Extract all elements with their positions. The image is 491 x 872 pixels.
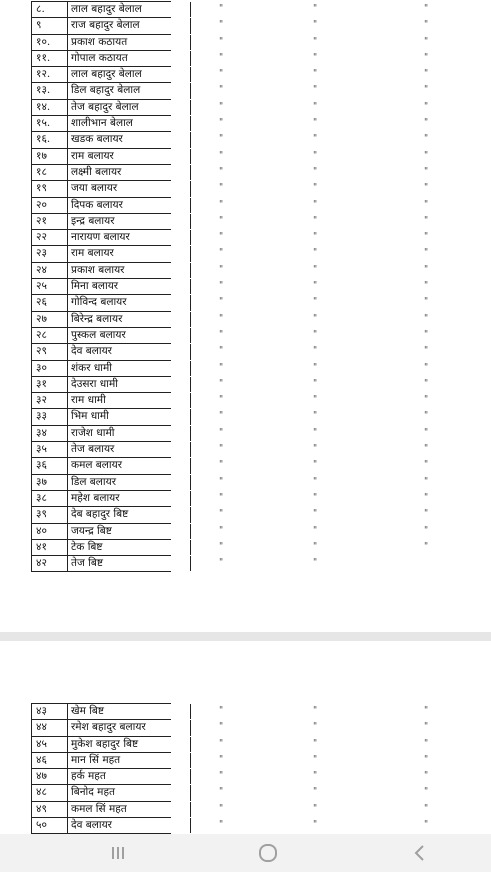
ditto-mark: " — [424, 787, 429, 798]
ditto-mark: " — [424, 706, 429, 716]
serial-number: ३८ — [31, 491, 68, 506]
serial-number: ५० — [31, 818, 68, 833]
ditto-mark: " — [219, 411, 224, 422]
ditto-mark: " — [313, 281, 318, 292]
ditto-mark: " — [219, 378, 224, 389]
ditto-mark: " — [313, 820, 318, 831]
ditto-mark: " — [424, 199, 429, 210]
ditto-mark: " — [313, 706, 318, 716]
ditto-mark: " — [219, 362, 224, 373]
table-row — [31, 328, 429, 344]
table-row — [31, 279, 429, 295]
table-row — [31, 818, 429, 834]
ditto-mark: " — [313, 346, 318, 357]
person-name: राम बलायर — [68, 246, 191, 261]
ditto-mark: " — [219, 525, 224, 536]
page-separator — [0, 632, 491, 641]
person-name: हर्क महत — [68, 769, 191, 784]
ditto-mark: " — [313, 69, 318, 80]
ditto-mark: " — [313, 85, 318, 96]
serial-number: ३६ — [31, 458, 68, 473]
serial-number: ३३ — [31, 409, 68, 424]
serial-number: १०. — [31, 35, 68, 50]
table-row — [31, 540, 429, 556]
serial-number: ३९ — [31, 507, 68, 522]
ditto-mark: " — [219, 281, 224, 292]
person-name: जयन्द्र बिष्ट — [68, 524, 191, 539]
serial-number: २१ — [31, 214, 68, 229]
serial-number: २६ — [31, 295, 68, 310]
person-name: नारायण बलायर — [68, 230, 191, 245]
ditto-mark: " — [313, 166, 318, 177]
ditto-mark: " — [313, 722, 318, 733]
table-row — [31, 312, 429, 328]
person-name: लाल बहादुर बेलाल — [68, 67, 191, 82]
ditto-mark: " — [424, 36, 429, 47]
table-row — [31, 802, 429, 818]
serial-number: २९ — [31, 344, 68, 359]
ditto-mark: " — [424, 52, 429, 63]
ditto-mark: " — [313, 313, 318, 324]
table-row — [31, 458, 429, 474]
person-name: देब बहादुर बिष्ट — [68, 507, 191, 522]
ditto-mark: " — [424, 215, 429, 226]
ditto-mark: " — [424, 248, 429, 259]
person-name: महेश बलायर — [68, 491, 191, 506]
serial-number: २७ — [31, 312, 68, 327]
table-row — [31, 344, 429, 360]
ditto-mark: " — [313, 248, 318, 259]
ditto-mark: " — [313, 738, 318, 749]
ditto-mark: " — [424, 525, 429, 536]
person-name: मुकेश बहादुर बिष्ट — [68, 737, 191, 752]
ditto-mark: " — [219, 706, 224, 716]
ditto-mark: " — [424, 427, 429, 438]
ditto-mark: " — [424, 4, 429, 14]
ditto-mark: " — [313, 427, 318, 438]
table-row — [31, 198, 429, 214]
person-name: तेज बिष्ट — [68, 556, 191, 571]
serial-number: ३४ — [31, 426, 68, 441]
ditto-mark: " — [219, 509, 224, 520]
table-row — [31, 83, 429, 99]
serial-number: ११. — [31, 51, 68, 66]
serial-number: २५ — [31, 279, 68, 294]
person-name: राजेश धामी — [68, 426, 191, 441]
ditto-mark: " — [424, 509, 429, 520]
person-name: राज बहादुर बेलाल — [68, 18, 191, 33]
table-row — [31, 393, 429, 409]
ditto-mark: " — [219, 199, 224, 210]
ditto-mark: " — [313, 20, 318, 31]
person-name: शंकर धामी — [68, 361, 191, 376]
ditto-mark: " — [424, 69, 429, 80]
ditto-mark: " — [219, 134, 224, 145]
table-row — [31, 116, 429, 132]
person-name: राम धामी — [68, 393, 191, 408]
person-name: मान सिं महत — [68, 753, 191, 768]
serial-number: २३ — [31, 246, 68, 261]
table-row — [31, 181, 429, 197]
person-name: शालीभान बेलाल — [68, 116, 191, 131]
person-name: देउसरा धामी — [68, 377, 191, 392]
ditto-mark: " — [219, 803, 224, 814]
person-name: गोविन्द बलायर — [68, 295, 191, 310]
table-row — [31, 377, 429, 393]
table-row — [31, 67, 429, 83]
ditto-mark: " — [219, 444, 224, 455]
ditto-mark: " — [424, 722, 429, 733]
ditto-mark: " — [219, 754, 224, 765]
person-name: डिल बहादुर बेलाल — [68, 83, 191, 98]
serial-number: २० — [31, 198, 68, 213]
home-icon[interactable] — [248, 842, 288, 864]
ditto-mark: " — [313, 444, 318, 455]
table-row — [31, 165, 429, 181]
table-row — [31, 556, 318, 572]
person-name: तेज बहादुर बेलाल — [68, 100, 191, 115]
serial-number: ९ — [31, 18, 68, 33]
person-name: जया बलायर — [68, 181, 191, 196]
serial-number: ३२ — [31, 393, 68, 408]
ditto-mark: " — [313, 803, 318, 814]
person-name: तेज बलायर — [68, 442, 191, 457]
ditto-mark: " — [313, 215, 318, 226]
table-row — [31, 18, 429, 34]
ditto-mark: " — [424, 281, 429, 292]
serial-number: ४० — [31, 524, 68, 539]
ditto-mark: " — [219, 297, 224, 308]
ditto-mark: " — [424, 329, 429, 340]
table-row — [31, 704, 429, 720]
recents-icon[interactable] — [98, 842, 138, 864]
table-row — [31, 442, 429, 458]
ditto-mark: " — [313, 525, 318, 536]
ditto-mark: " — [313, 378, 318, 389]
ditto-mark: " — [424, 541, 429, 552]
person-name: लक्ष्मी बलायर — [68, 165, 191, 180]
serial-number: २८ — [31, 328, 68, 343]
ditto-mark: " — [313, 232, 318, 243]
ditto-mark: " — [313, 329, 318, 340]
table-row — [31, 769, 429, 785]
system-navigation-bar — [0, 834, 491, 872]
ditto-mark: " — [313, 787, 318, 798]
serial-number: १५. — [31, 116, 68, 131]
table-row — [31, 785, 429, 801]
ditto-mark: " — [313, 134, 318, 145]
table-row — [31, 737, 429, 753]
table-row — [31, 2, 429, 18]
ditto-mark: " — [313, 754, 318, 765]
table-row — [31, 426, 429, 442]
back-icon[interactable] — [400, 842, 440, 864]
ditto-mark: " — [219, 476, 224, 487]
person-name: लाल बहादुर बेलाल — [68, 2, 191, 17]
serial-number: ४५ — [31, 737, 68, 752]
ditto-mark: " — [424, 492, 429, 503]
ditto-mark: " — [313, 771, 318, 782]
person-name: राम बलायर — [68, 149, 191, 164]
table-row — [31, 720, 429, 736]
person-name: बिनोद महत — [68, 785, 191, 800]
ditto-mark: " — [313, 509, 318, 520]
table-row — [31, 409, 429, 425]
serial-number: ४३ — [31, 704, 68, 719]
ditto-mark: " — [313, 199, 318, 210]
ditto-mark: " — [219, 4, 224, 14]
serial-number: १२. — [31, 67, 68, 82]
serial-number: ४६ — [31, 753, 68, 768]
ditto-mark: " — [219, 395, 224, 406]
serial-number: २४ — [31, 263, 68, 278]
ditto-mark: " — [424, 362, 429, 373]
person-name: कमल बलायर — [68, 458, 191, 473]
table-row — [31, 132, 429, 148]
person-name: देव बलायर — [68, 344, 191, 359]
ditto-mark: " — [219, 771, 224, 782]
ditto-mark: " — [424, 395, 429, 406]
serial-number: १६. — [31, 132, 68, 147]
person-name: डिल बलायर — [68, 475, 191, 490]
ditto-mark: " — [313, 101, 318, 112]
ditto-mark: " — [424, 297, 429, 308]
ditto-mark: " — [424, 754, 429, 765]
ditto-mark: " — [219, 427, 224, 438]
ditto-mark: " — [219, 264, 224, 275]
ditto-mark: " — [313, 52, 318, 63]
ditto-mark: " — [219, 541, 224, 552]
serial-number: ३७ — [31, 475, 68, 490]
ditto-mark: " — [424, 820, 429, 831]
ditto-mark: " — [219, 722, 224, 733]
ditto-mark: " — [424, 232, 429, 243]
table-row — [31, 230, 429, 246]
person-name: पुस्कल बलायर — [68, 328, 191, 343]
ditto-mark: " — [219, 101, 224, 112]
ditto-mark: " — [219, 36, 224, 47]
ditto-mark: " — [313, 476, 318, 487]
ditto-mark: " — [424, 134, 429, 145]
ditto-mark: " — [313, 558, 318, 569]
serial-number: ४८ — [31, 785, 68, 800]
ditto-mark: " — [424, 444, 429, 455]
ditto-mark: " — [313, 264, 318, 275]
person-name: प्रकाश कठायत — [68, 35, 191, 50]
ditto-mark: " — [424, 101, 429, 112]
table-row — [31, 214, 429, 230]
person-name: प्रकाश बलायर — [68, 263, 191, 278]
person-name: रमेश बहादुर बलायर — [68, 720, 191, 735]
table-row — [31, 507, 429, 523]
serial-number: १३. — [31, 83, 68, 98]
ditto-mark: " — [219, 85, 224, 96]
table-row — [31, 295, 429, 311]
table-row — [31, 35, 429, 51]
ditto-mark: " — [424, 183, 429, 194]
table-row — [31, 753, 429, 769]
ditto-mark: " — [313, 150, 318, 161]
serial-number: १७ — [31, 149, 68, 164]
ditto-mark: " — [219, 313, 224, 324]
ditto-mark: " — [424, 118, 429, 129]
serial-number: ८. — [31, 2, 68, 17]
ditto-mark: " — [219, 166, 224, 177]
serial-number: ४२ — [31, 556, 68, 571]
ditto-mark: " — [219, 248, 224, 259]
ditto-mark: " — [424, 85, 429, 96]
serial-number: ४१ — [31, 540, 68, 555]
serial-number: ३० — [31, 361, 68, 376]
ditto-mark: " — [219, 150, 224, 161]
ditto-mark: " — [313, 411, 318, 422]
ditto-mark: " — [313, 460, 318, 471]
ditto-mark: " — [219, 20, 224, 31]
ditto-mark: " — [219, 215, 224, 226]
table-row — [31, 263, 429, 279]
table-row — [31, 361, 429, 377]
ditto-mark: " — [313, 395, 318, 406]
ditto-mark: " — [313, 183, 318, 194]
person-name: दिपक बलायर — [68, 198, 191, 213]
ditto-mark: " — [313, 4, 318, 14]
ditto-mark: " — [424, 411, 429, 422]
table-row — [31, 246, 429, 262]
ditto-mark: " — [424, 771, 429, 782]
ditto-mark: " — [424, 346, 429, 357]
ditto-mark: " — [219, 492, 224, 503]
ditto-mark: " — [424, 166, 429, 177]
ditto-mark: " — [424, 20, 429, 31]
ditto-mark: " — [313, 492, 318, 503]
table-row — [31, 51, 429, 67]
serial-number: ४९ — [31, 802, 68, 817]
ditto-mark: " — [424, 313, 429, 324]
ditto-mark: " — [424, 264, 429, 275]
ditto-mark: " — [313, 362, 318, 373]
ditto-mark: " — [219, 183, 224, 194]
ditto-mark: " — [424, 476, 429, 487]
table-row — [31, 149, 429, 165]
register-table-top — [31, 1, 429, 572]
ditto-mark: " — [219, 346, 224, 357]
table-row — [31, 475, 429, 491]
serial-number: ४७ — [31, 769, 68, 784]
serial-number: १८ — [31, 165, 68, 180]
person-name: भिम धामी — [68, 409, 191, 424]
ditto-mark: " — [424, 803, 429, 814]
ditto-mark: " — [219, 118, 224, 129]
table-row — [31, 100, 429, 116]
serial-number: ३५ — [31, 442, 68, 457]
serial-number: ४४ — [31, 720, 68, 735]
serial-number: ३१ — [31, 377, 68, 392]
ditto-mark: " — [424, 738, 429, 749]
ditto-mark: " — [219, 820, 224, 831]
ditto-mark: " — [424, 460, 429, 471]
ditto-mark: " — [313, 118, 318, 129]
ditto-mark: " — [219, 460, 224, 471]
ditto-mark: " — [313, 541, 318, 552]
serial-number: १९ — [31, 181, 68, 196]
ditto-mark: " — [219, 52, 224, 63]
table-row — [31, 524, 429, 540]
person-name: कमल सिं महत — [68, 802, 191, 817]
person-name: गोपाल कठायत — [68, 51, 191, 66]
person-name: देव बलायर — [68, 818, 191, 833]
serial-number: १४. — [31, 100, 68, 115]
person-name: इन्द्र बलायर — [68, 214, 191, 229]
person-name: खेम बिष्ट — [68, 704, 191, 719]
ditto-mark: " — [313, 36, 318, 47]
ditto-mark: " — [219, 787, 224, 798]
ditto-mark: " — [219, 558, 224, 569]
ditto-mark: " — [219, 329, 224, 340]
person-name: टेक बिष्ट — [68, 540, 191, 555]
person-name: मिना बलायर — [68, 279, 191, 294]
serial-number: २२ — [31, 230, 68, 245]
ditto-mark: " — [219, 69, 224, 80]
table-row — [31, 491, 429, 507]
ditto-mark: " — [219, 738, 224, 749]
register-table-bottom — [31, 703, 429, 834]
ditto-mark: " — [313, 297, 318, 308]
person-name: खडक बलायर — [68, 132, 191, 147]
person-name: बिरेन्द्र बलायर — [68, 312, 191, 327]
ditto-mark: " — [424, 378, 429, 389]
ditto-mark: " — [424, 150, 429, 161]
ditto-mark: " — [219, 232, 224, 243]
